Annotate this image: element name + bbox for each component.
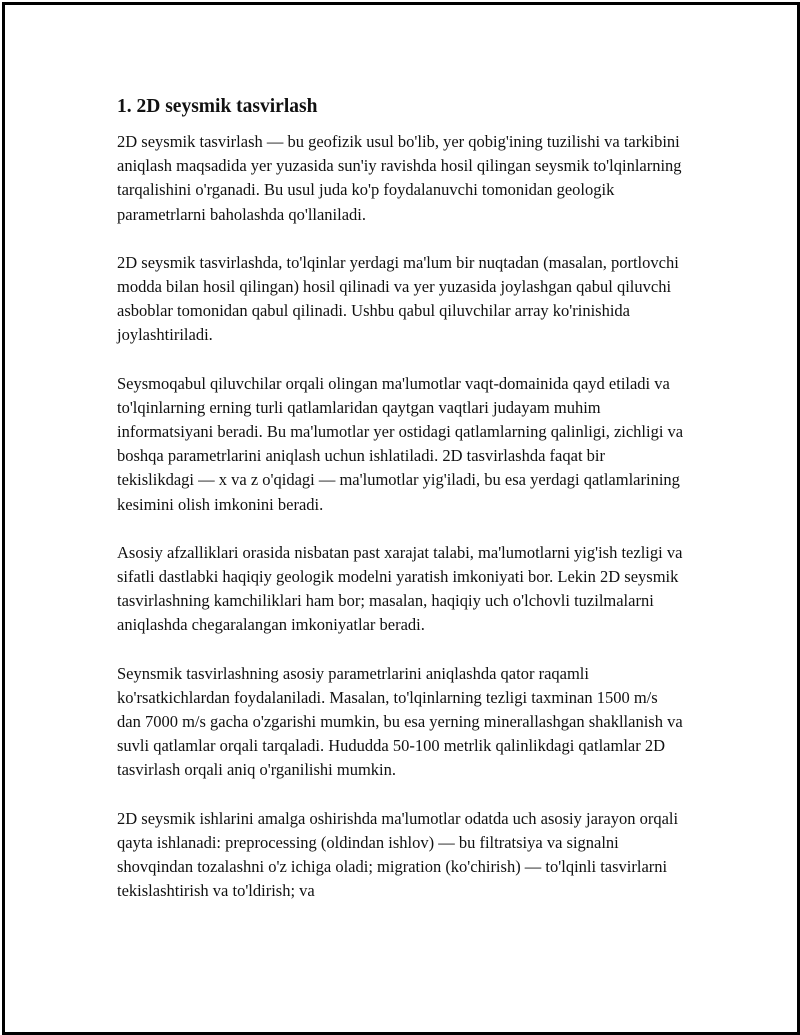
section-heading: 1. 2D seysmik tasvirlash <box>117 96 318 117</box>
document-body <box>117 95 685 927</box>
paragraph: Seysmoqabul qiluvchilar orqali olingan ma'lumotlar vaqt-domainida qayd etiladi va to'lqinlarning erning turli qatlamlaridan qaytgan vaqtlari judayam muhim informatsiyani beradi. Bu ma'lumotlar yer ostidagi qatlamlarning qalinligi, zichligi va boshqa parametrlarini aniqlash uchun ishlatiladi. 2D tasvirlashda faqat bir tekislikdagi — x va z o'qidagi — ma'lumotlar yig'iladi, bu esa yerdagi qatlamlarining kesimini olish imkonini beradi. <box>117 373 684 514</box>
paragraph: Seynsmik tasvirlashning asosiy parametrlarini aniqlashda qator raqamli ko'rsatkichlardan foydalaniladi. Masalan, to'lqinlarning tezligi taxminan 1500 m/s dan 7000 m/s gacha o'zgarishi mumkin, bu esa yerning minerallashgan shakllanish va suvli qatlamlar orqali tarqaladi. Hududda 50-100 metrlik qalinlikdagi qatlamlar 2D tasvirlash orqali aniq o'rganilishi mumkin. <box>117 663 683 780</box>
paragraph: 2D seysmik tasvirlash — bu geofizik usul bo'lib, yer qobig'ining tuzilishi va tarkibini aniqlash maqsadida yer yuzasida sun'iy ravishda hosil qilingan seysmik to'lqinlarning tarqalishini o'rganadi. Bu usul juda ko'p foydalanuvchi tomonidan geologik parametrlarni baholashda qo'llaniladi. <box>117 132 682 224</box>
paragraph: 2D seysmik tasvirlashda, to'lqinlar yerdagi ma'lum bir nuqtadan (masalan, portlovchi modda bilan hosil qilingan) hosil qilinadi va yer yuzasida joylashgan qabul qiluvchi asboblar tomonidan qabul qilinadi. Ushbu qabul qiluvchilar array ko'rinishida joylashtiriladi. <box>117 252 679 345</box>
paragraph: 2D seysmik ishlarini amalga oshirishda ma'lumotlar odatda uch asosiy jarayon orqali qayta ishlanadi: preprocessing (oldindan ishlov) — bu filtratsiya va signalni shovqindan tozalashni o'z ichiga oladi; migration (ko'chirish) — to'lqinli tasvirlarni tekislashtirish va to'ldirish; va <box>117 808 679 901</box>
paragraph: Asosiy afzalliklari orasida nisbatan past xarajat talabi, ma'lumotlarni yig'ish tezligi va sifatli dastlabki haqiqiy geologik modelni yaratish imkoniyati bor. Lekin 2D seysmik tasvirlashning kamchiliklari ham bor; masalan, haqiqiy uch o'lchovli tuzilmalarni aniqlashda chegaralangan imkoniyatlar beradi. <box>117 542 683 635</box>
